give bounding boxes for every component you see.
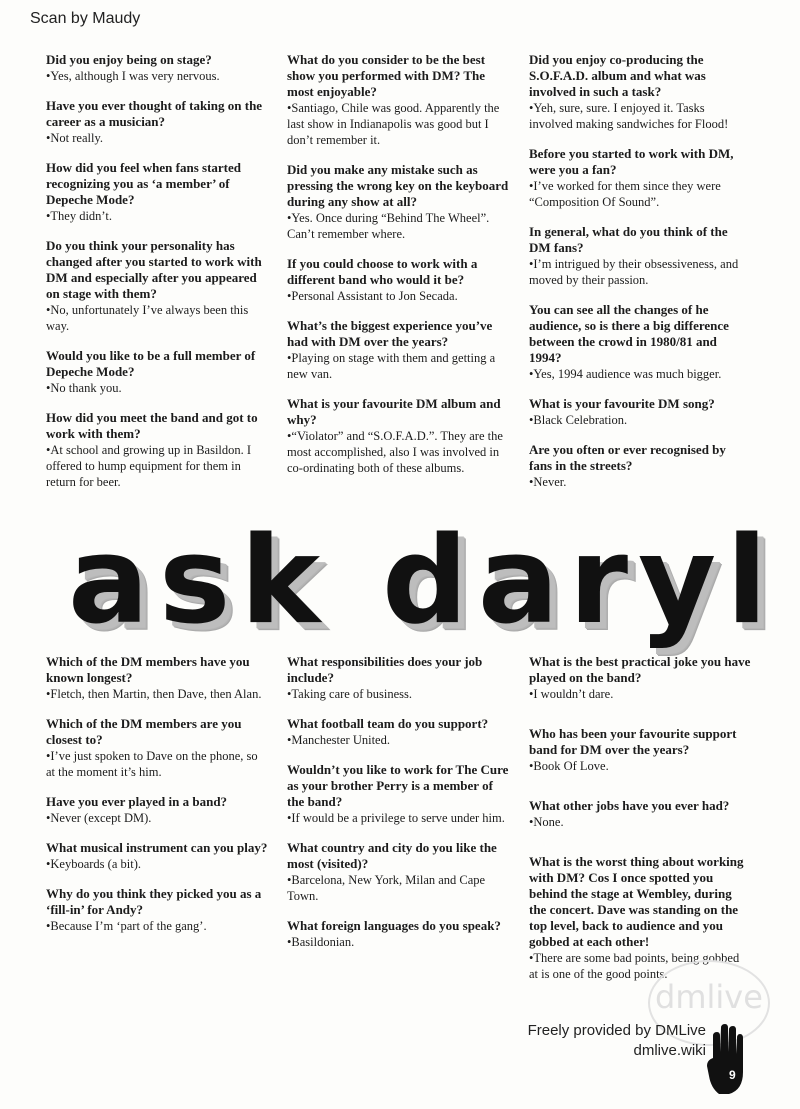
footer-credit-line1: Freely provided by DMLive [527, 1022, 706, 1039]
answer: • Yes, 1994 audience was much bigger. [529, 366, 751, 382]
question: Did you enjoy being on stage? [46, 52, 212, 67]
answer: • They didn’t. [46, 208, 268, 224]
qa-item [529, 302, 751, 382]
question: How did you feel when fans started recognizing you as ‘a member’ of Depeche Mode? [46, 160, 242, 207]
title-band [0, 512, 800, 652]
scan-credit: Scan by Maudy [30, 10, 141, 27]
qa-item [529, 224, 751, 288]
question: What musical instrument can you play? [46, 840, 268, 855]
answer: • Black Celebration. [529, 412, 751, 428]
qa-item [46, 840, 268, 872]
qa-item [46, 410, 268, 490]
answer: • Santiago, Chile was good. Apparently the last show in Indianapolis was good but I don’t remember it. [287, 100, 509, 148]
question: Which of the DM members have you known longest? [46, 654, 250, 685]
question: What responsibilities does your job include? [287, 654, 483, 685]
question: What is the worst thing about working with DM? Cos I once spotted you behind the stage at Wembley, during the concert. Dave was standing on the top level, back to audience and you gobbed at each other! [529, 854, 744, 949]
qa-item [287, 162, 509, 242]
question: Before you started to work with DM, were you a fan? [529, 146, 734, 177]
qa-item [46, 654, 268, 702]
answer: • None. [529, 814, 751, 830]
question: What do you consider to be the best show you performed with DM? The most enjoyable? [287, 52, 486, 99]
bottom-column-2 [287, 654, 509, 964]
bottom-column-3 [529, 654, 751, 996]
qa-item [529, 52, 751, 132]
question: What is your favourite DM album and why? [287, 396, 501, 427]
answer: • Yes. Once during “Behind The Wheel”. Can’t remember where. [287, 210, 509, 242]
qa-item [529, 654, 751, 702]
question: Did you enjoy co-producing the S.O.F.A.D. album and what was involved in such a task? [529, 52, 706, 99]
answer: • If would be a privilege to serve under him. [287, 810, 509, 826]
answer: • I’m intrigued by their obsessiveness, and moved by their passion. [529, 256, 751, 288]
question: Why do you think they picked you as a ‘fill-in’ for Andy? [46, 886, 262, 917]
qa-item [529, 726, 751, 774]
answer: • Yeh, sure, sure. I enjoyed it. Tasks involved making sandwiches for Flood! [529, 100, 751, 132]
footer-credit-url: dmlive.wiki [633, 1042, 706, 1059]
qa-item [46, 238, 268, 334]
footer-credit [528, 1021, 706, 1061]
qa-item [46, 52, 268, 84]
answer: • I wouldn’t dare. [529, 686, 751, 702]
question: Would you like to be a full member of Depeche Mode? [46, 348, 256, 379]
question: Which of the DM members are you closest to? [46, 716, 242, 747]
qa-item [46, 98, 268, 146]
question: What’s the biggest experience you’ve had with DM over the years? [287, 318, 493, 349]
answer: • Barcelona, New York, Milan and Cape Town. [287, 872, 509, 904]
qa-item [287, 918, 509, 950]
qa-item [287, 840, 509, 904]
answer: • There are some bad points, being gobbed at is one of the good points. [529, 950, 751, 982]
question: Who has been your favourite support band for DM over the years? [529, 726, 737, 757]
qa-item [529, 146, 751, 210]
answer: • I’ve just spoken to Dave on the phone, so at the moment it’s him. [46, 748, 268, 780]
qa-item [287, 256, 509, 304]
answer: • “Violator” and “S.O.F.A.D.”. They are the most accomplished, also I was involved in co-ordinating both of these albums. [287, 428, 509, 476]
answer: • I’ve worked for them since they were “Composition Of Sound”. [529, 178, 751, 210]
qa-item [287, 654, 509, 702]
question: Have you ever thought of taking on the career as a musician? [46, 98, 263, 129]
top-column-1 [46, 52, 268, 504]
answer: • At school and growing up in Basildon. I offered to hump equipment for them in return for beer. [46, 442, 268, 490]
question: Are you often or ever recognised by fans in the streets? [529, 442, 726, 473]
answer: • Taking care of business. [287, 686, 509, 702]
qa-item [529, 442, 751, 490]
question: What country and city do you like the most (visited)? [287, 840, 497, 871]
watermark-logo: dmlive [655, 978, 763, 1016]
question: If you could choose to work with a different band who would it be? [287, 256, 478, 287]
answer: • Fletch, then Martin, then Dave, then Alan. [46, 686, 268, 702]
qa-item [529, 396, 751, 428]
answer: • Because I’m ‘part of the gang’. [46, 918, 268, 934]
qa-item [46, 716, 268, 780]
question: What football team do you support? [287, 716, 489, 731]
answer: • Yes, although I was very nervous. [46, 68, 268, 84]
answer: • Personal Assistant to Jon Secada. [287, 288, 509, 304]
answer: • Book Of Love. [529, 758, 751, 774]
bottom-column-1 [46, 654, 268, 948]
answer: • Manchester United. [287, 732, 509, 748]
answer: • Not really. [46, 130, 268, 146]
question: Did you make any mistake such as pressing the wrong key on the keyboard during any show at all? [287, 162, 509, 209]
qa-item [287, 762, 509, 826]
question: Wouldn’t you like to work for The Cure as your brother Perry is a member of the band? [287, 762, 509, 809]
answer: • No thank you. [46, 380, 268, 396]
question: Do you think your personality has changed after you started to work with DM and especially after you appeared on stage with them? [46, 238, 262, 301]
qa-item [46, 794, 268, 826]
qa-item [46, 160, 268, 224]
qa-item [287, 396, 509, 476]
answer: • Basildonian. [287, 934, 509, 950]
question: Have you ever played in a band? [46, 794, 228, 809]
qa-item [529, 798, 751, 830]
top-column-2 [287, 52, 509, 490]
answer: • No, unfortunately I’ve always been this way. [46, 302, 268, 334]
qa-item [46, 886, 268, 934]
question: What is your favourite DM song? [529, 396, 715, 411]
answer: • Playing on stage with them and getting a new van. [287, 350, 509, 382]
qa-item [287, 318, 509, 382]
answer: • Never. [529, 474, 751, 490]
question: What is the best practical joke you have played on the band? [529, 654, 751, 685]
question: In general, what do you think of the DM fans? [529, 224, 728, 255]
page-number: 9 [729, 1068, 736, 1082]
page-title: ask daryl [68, 512, 778, 651]
qa-item [287, 716, 509, 748]
question: What foreign languages do you speak? [287, 918, 501, 933]
question: How did you meet the band and got to work with them? [46, 410, 258, 441]
qa-item [287, 52, 509, 148]
hand-logo-icon [707, 1022, 747, 1096]
answer: • Keyboards (a bit). [46, 856, 268, 872]
top-column-3 [529, 52, 751, 504]
qa-item [46, 348, 268, 396]
answer: • Never (except DM). [46, 810, 268, 826]
question: What other jobs have you ever had? [529, 798, 730, 813]
question: You can see all the changes of he audience, so is there a big difference between the crowd in 1980/81 and 1994? [529, 302, 729, 365]
